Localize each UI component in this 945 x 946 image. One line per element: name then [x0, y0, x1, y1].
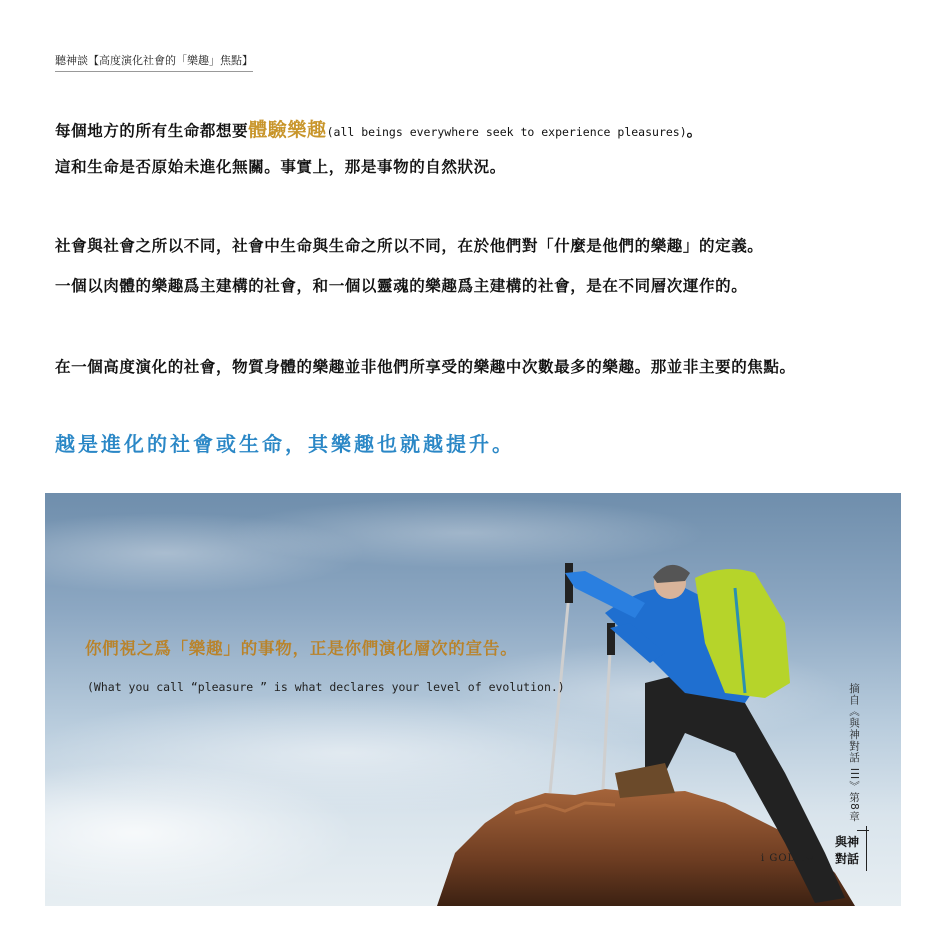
paragraph-1 — [55, 115, 703, 142]
photo-quote: 你們視之爲「樂趣」的事物，正是你們演化層次的宣告。 — [85, 639, 518, 658]
page-header: 聽神談【高度演化社會的「樂趣」焦點】 — [55, 52, 253, 72]
paragraph-3: 社會與社會之所以不同，社會中生命與生命之所以不同，在於他們對「什麼是他們的樂趣」的定義。 — [55, 237, 764, 255]
emphasis-heading: 越是進化的社會或生命，其樂趣也就越提升。 — [55, 432, 515, 456]
paragraph-4: 一個以肉體的樂趣爲主建構的社會，和一個以靈魂的樂趣爲主建構的社會，是在不同層次運作的。 — [55, 277, 748, 295]
mountain-hiker-illustration — [45, 493, 901, 906]
hiker-photo — [45, 493, 901, 906]
highlight-pleasure: 體驗樂趣 — [248, 119, 327, 141]
source-citation: 摘自《與神對話 III》第8章 — [848, 683, 860, 823]
paragraph-1-text: 每個地方的所有生命都想要 — [55, 122, 249, 140]
logo-line-1: 與神 — [834, 835, 859, 849]
paragraph-5: 在一個高度演化的社會，物質身體的樂趣並非他們所享受的樂趣中次數最多的樂趣。那並非主要的焦點。 — [55, 358, 796, 376]
photo-quote-english: (What you call “pleasure ” is what declares your level of evolution.) — [87, 680, 565, 694]
logo-divider — [857, 830, 869, 831]
logo-line-2: 對話 — [834, 852, 859, 866]
paragraph-1-english: (all beings everywhere seek to experience pleasures) — [326, 125, 687, 139]
logo-text — [829, 834, 859, 868]
site-label: i GOD.tw — [761, 853, 815, 864]
paragraph-2: 這和生命是否原始未進化無關。事實上，那是事物的自然狀況。 — [55, 158, 506, 176]
paragraph-1-end: 。 — [686, 122, 703, 140]
